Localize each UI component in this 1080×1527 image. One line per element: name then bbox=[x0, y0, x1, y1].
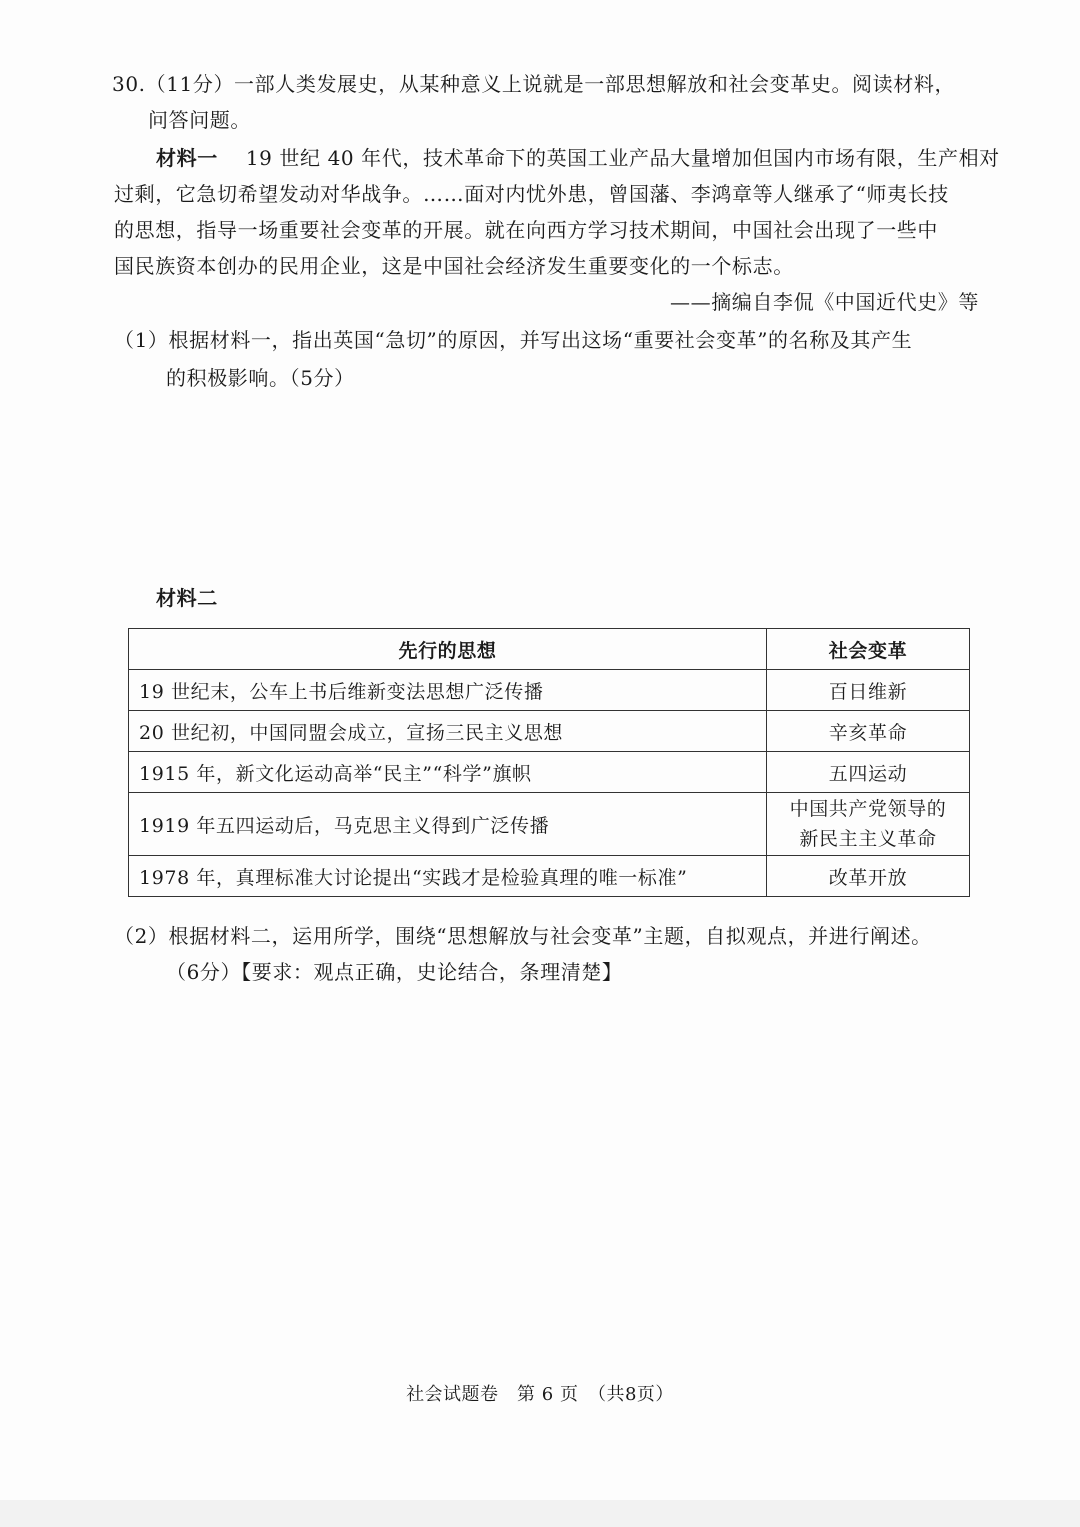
material1-source: ——摘编自李侃《中国近代史》等 bbox=[670, 290, 979, 314]
bottom-margin-bar bbox=[0, 1500, 1080, 1527]
table-cell-event: 改革开放 bbox=[767, 856, 970, 897]
table-cell-idea: 20 世纪初，中国同盟会成立，宣扬三民主义思想 bbox=[129, 711, 767, 752]
page-footer: 社会试题卷 第 6 页 （共8页） bbox=[406, 1384, 674, 1405]
material1-text1: 19 世纪 40 年代，技术革命下的英国工业产品大量增加但国内市场有限，生产相对 bbox=[245, 146, 1000, 170]
material1-line1 bbox=[156, 144, 1000, 172]
sub-question-2-line2: （6分）【要求：观点正确，史论结合，条理清楚】 bbox=[166, 960, 623, 984]
table-cell-event: 辛亥革命 bbox=[767, 711, 970, 752]
table-cell-event-line2: 新民主主义革命 bbox=[799, 828, 937, 850]
material1-line2: 过剩，它急切希望发动对华战争。……面对内忧外患，曾国藩、李鸿章等人继承了“师夷长技 bbox=[114, 182, 949, 206]
material1-label: 材料一 bbox=[156, 146, 218, 170]
table-cell-event-line1: 中国共产党领导的 bbox=[789, 798, 947, 820]
table-row bbox=[129, 752, 970, 793]
table-cell-idea: 1919 年五四运动后，马克思主义得到广泛传播 bbox=[129, 793, 767, 856]
table-cell-event bbox=[767, 793, 970, 856]
material1-line3: 的思想，指导一场重要社会变革的开展。就在向西方学习技术期间，中国社会出现了一些中 bbox=[114, 218, 938, 242]
sub-question-1-line2: 的积极影响。（5分） bbox=[166, 366, 355, 390]
table-header-row bbox=[129, 629, 970, 670]
material2-table bbox=[128, 628, 970, 897]
sub-question-2-line1: （2）根据材料二，运用所学，围绕“思想解放与社会变革”主题，自拟观点，并进行阐述。 bbox=[114, 924, 932, 948]
table-cell-event: 百日维新 bbox=[767, 670, 970, 711]
table-row bbox=[129, 856, 970, 897]
table-row bbox=[129, 793, 970, 856]
sub-question-1-line1: （1）根据材料一，指出英国“急切”的原因，并写出这场“重要社会变革”的名称及其产生 bbox=[114, 328, 913, 352]
table-header-idea: 先行的思想 bbox=[129, 629, 767, 670]
table-cell-idea: 19 世纪末，公车上书后维新变法思想广泛传播 bbox=[129, 670, 767, 711]
material1-line4: 国民族资本创办的民用企业，这是中国社会经济发生重要变化的一个标志。 bbox=[114, 254, 794, 278]
table-row bbox=[129, 711, 970, 752]
question-30-line1: 30.（11分）一部人类发展史，从某种意义上说就是一部思想解放和社会变革史。阅读材料， bbox=[112, 72, 956, 96]
table-header-event: 社会变革 bbox=[767, 629, 970, 670]
table-row bbox=[129, 670, 970, 711]
table-cell-event: 五四运动 bbox=[767, 752, 970, 793]
table-cell-idea: 1978 年，真理标准大讨论提出“实践才是检验真理的唯一标准” bbox=[129, 856, 767, 897]
table-cell-idea: 1915 年，新文化运动高举“民主”“科学”旗帜 bbox=[129, 752, 767, 793]
question-30-line2: 问答问题。 bbox=[148, 108, 251, 132]
material2-label: 材料二 bbox=[156, 586, 218, 610]
